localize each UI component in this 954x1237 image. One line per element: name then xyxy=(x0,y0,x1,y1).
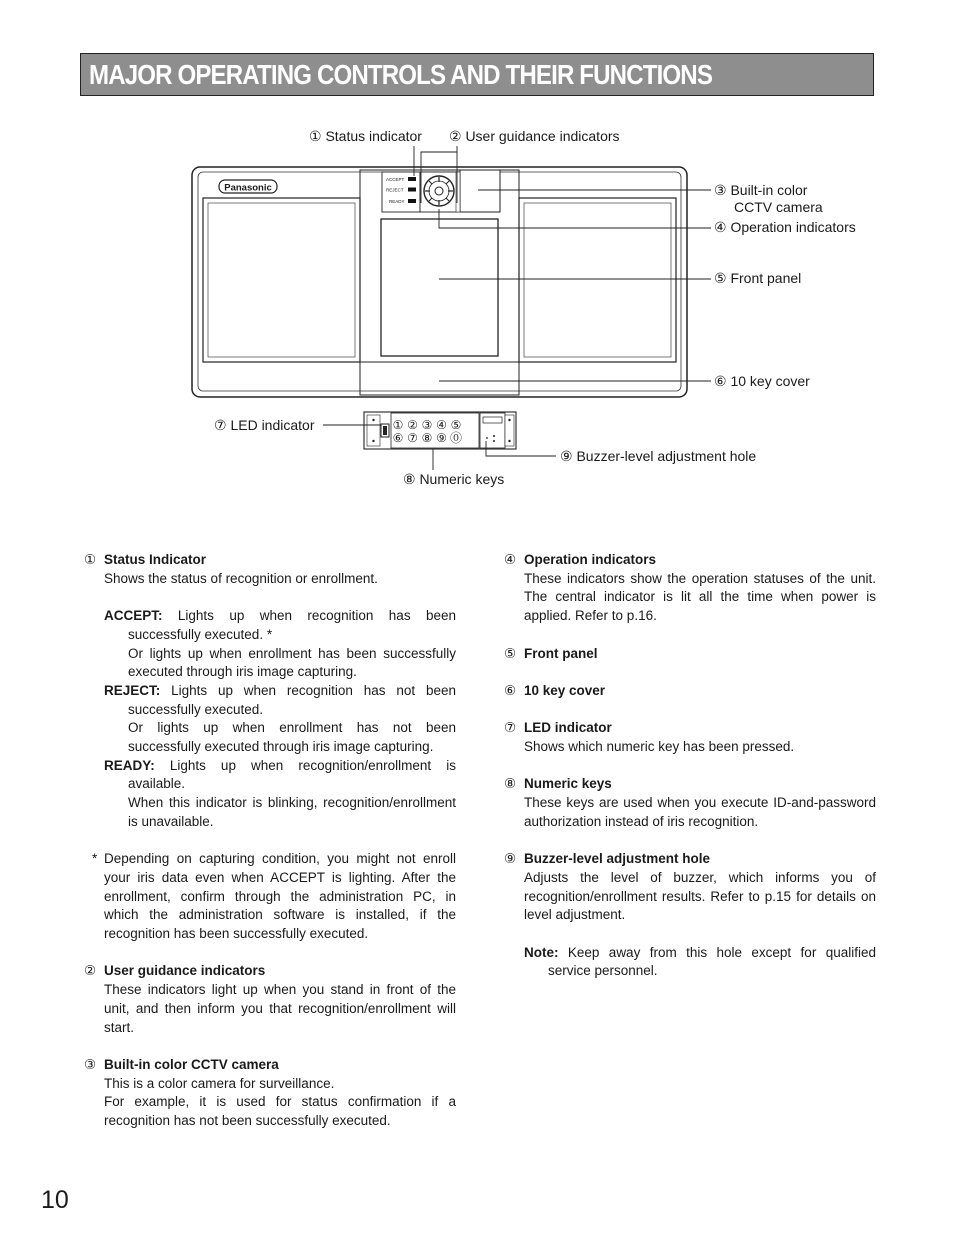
note-label: Note: xyxy=(524,944,559,960)
reject-text: Lights up when recognition has not been successfully executed. xyxy=(128,682,456,717)
section-description: This is a color camera for surveillance. xyxy=(104,1075,335,1091)
accept-entry xyxy=(104,607,456,644)
item-number: ③ xyxy=(84,1056,97,1072)
numeric-key[interactable]: ⑥ xyxy=(392,431,404,445)
numeric-key[interactable]: ⑦ xyxy=(407,431,418,445)
section-heading: User guidance indicators xyxy=(104,963,266,979)
section-front-panel xyxy=(504,645,876,664)
buzzer-slot xyxy=(483,417,502,423)
section-user-guidance xyxy=(84,962,456,1037)
footnote xyxy=(84,850,456,944)
device-diagram xyxy=(0,0,954,520)
section-heading: Status Indicator xyxy=(104,552,207,567)
numeric-key[interactable]: ⑨ xyxy=(436,431,447,445)
ready-entry xyxy=(104,757,456,794)
reject-sub: Or lights up when enrollment has not been successfully executed through iris image capturing. xyxy=(128,720,456,755)
section-description: These indicators show the operation statuses of the unit. The central indicator is lit all the time when power is applied. Refer to p.16. xyxy=(524,570,876,624)
accept-term: ACCEPT: xyxy=(104,608,163,624)
section-description: Adjusts the level of buzzer, which informs you of recognition/enrollment results. Refer to p.15 for details on level adjustment. xyxy=(524,869,876,923)
section-heading: Operation indicators xyxy=(524,552,657,567)
item-number: ④ xyxy=(504,552,517,567)
item-number: ① xyxy=(84,552,97,567)
section-description: Shows the status of recognition or enrollment. xyxy=(104,570,378,586)
callout-operation-indicators: ④ Operation indicators xyxy=(714,219,856,235)
accept-label: ACCEPT xyxy=(386,177,405,182)
note-text: Keep away from this hole except for qualified service personnel. xyxy=(548,944,876,979)
ready-sub: When this indicator is blinking, recognition/enrollment is unavailable. xyxy=(128,795,456,829)
page-number: 10 xyxy=(41,1186,69,1214)
left-column xyxy=(84,551,456,1131)
section-heading: Built-in color CCTV camera xyxy=(104,1056,279,1072)
section-operation-indicators xyxy=(504,551,876,626)
cctv-camera xyxy=(460,170,500,212)
section-numeric-keys xyxy=(504,775,876,831)
callout-led-indicator: ⑦ LED indicator xyxy=(214,417,315,433)
numeric-keys-top-row xyxy=(393,418,462,432)
callout-camera: ③ Built-in color xyxy=(714,182,808,198)
ready-text: Lights up when recognition/enrollment is available. xyxy=(128,757,456,792)
section-description: These keys are used when you execute ID-and-password authorization instead of iris recognition. xyxy=(524,795,876,829)
item-number: ⑦ xyxy=(504,720,517,736)
reject-term: REJECT: xyxy=(104,682,161,698)
ready-label: READY xyxy=(389,199,405,204)
callout-buzzer-hole: ⑨ Buzzer-level adjustment hole xyxy=(560,448,757,464)
buzzer-hole xyxy=(493,440,495,442)
operation-indicator-center xyxy=(435,187,443,195)
item-number: ⑥ xyxy=(504,682,517,698)
item-number: ⑤ xyxy=(504,645,517,661)
section-status-indicator xyxy=(84,551,456,832)
item-number: ② xyxy=(84,963,97,979)
numeric-key[interactable]: ③ xyxy=(421,418,433,432)
screw xyxy=(372,440,374,442)
callout-camera-line2: CCTV camera xyxy=(734,199,823,215)
front-panel xyxy=(381,219,498,356)
buzzer-hole xyxy=(493,435,495,437)
right-column xyxy=(504,551,876,981)
callout-numeric-keys: ⑧ Numeric keys xyxy=(403,471,505,487)
section-led-indicator xyxy=(504,719,876,756)
numeric-key[interactable]: ⑤ xyxy=(450,418,462,432)
brand-logo: Panasonic xyxy=(224,182,272,194)
reject-led xyxy=(408,188,416,192)
ready-led xyxy=(408,199,416,203)
section-heading: Front panel xyxy=(524,645,598,661)
numeric-key[interactable]: ⑧ xyxy=(421,431,433,445)
screw xyxy=(508,419,510,421)
section-heading: 10 key cover xyxy=(524,682,606,698)
section-key-cover xyxy=(504,682,876,701)
accept-sub: Or lights up when enrollment has been successfully executed through iris image capturing. xyxy=(128,645,456,680)
section-description: These indicators light up when you stand in front of the unit, and then inform you that recognition/enrollment will start. xyxy=(104,982,456,1035)
callout-key-cover: ⑥ 10 key cover xyxy=(714,373,810,389)
section-camera xyxy=(84,1056,456,1131)
callout-front-panel: ⑤ Front panel xyxy=(714,270,802,286)
accept-led xyxy=(408,177,416,181)
item-number: ⑨ xyxy=(504,851,517,867)
section-heading: LED indicator xyxy=(524,720,612,736)
section-description: For example, it is used for status confirmation if a recognition has not been successfully executed. xyxy=(104,1094,456,1129)
led-indicator-light xyxy=(383,426,387,435)
screw xyxy=(508,440,510,442)
section-heading: Numeric keys xyxy=(524,776,612,792)
section-heading: Buzzer-level adjustment hole xyxy=(524,851,711,867)
note xyxy=(524,944,876,981)
buzzer-hole xyxy=(486,437,488,439)
reject-entry xyxy=(104,682,456,719)
screw xyxy=(372,419,374,421)
reject-label: REJECT xyxy=(386,187,404,193)
numeric-keys-area xyxy=(391,413,479,448)
callout-status-indicator: ① Status indicator xyxy=(309,128,422,144)
section-description: Shows which numeric key has been pressed. xyxy=(524,738,795,754)
numeric-keys-bottom-row xyxy=(393,431,462,445)
numeric-key[interactable]: ④ xyxy=(436,418,447,432)
numeric-key[interactable]: ① xyxy=(392,418,404,432)
ready-term: READY: xyxy=(104,757,155,773)
numeric-key[interactable]: ② xyxy=(407,418,418,432)
footnote-text: Depending on capturing condition, you might not enroll your iris data even when ACCEPT is lighting. After the enrollment, confirm through the administration PC, in which the administration software is installed, if the recognition has been successfully executed. xyxy=(104,851,456,942)
section-buzzer-hole xyxy=(504,850,876,981)
page-title: MAJOR OPERATING CONTROLS AND THEIR FUNCTIONS xyxy=(89,59,713,90)
accept-text: Lights up when recognition has been successfully executed. * xyxy=(128,608,456,642)
numeric-key[interactable]: ⓪ xyxy=(449,431,463,445)
item-number: ⑧ xyxy=(504,776,517,792)
footnote-mark: * xyxy=(92,851,98,867)
callout-user-guidance: ② User guidance indicators xyxy=(449,128,620,144)
